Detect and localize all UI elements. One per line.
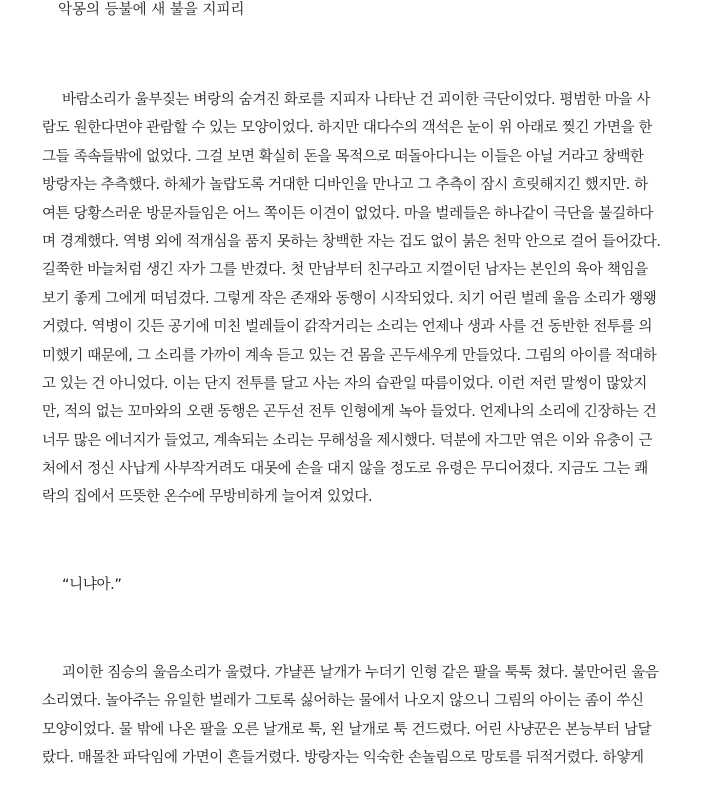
dialogue-paragraph: [42, 571, 702, 599]
text-line: 만, 적의 없는 꼬마와의 오랜 동행은 곤두선 전투 인형에게 녹아 들었다. 언제나의 소리에 긴장하는 건: [42, 404, 657, 421]
text-line: 고 있는 건 아니었다. 이는 단지 전투를 달고 사는 자의 습관일 따름이었다. 이런 저런 말썽이 많았지: [42, 375, 648, 392]
dialogue-line: “니냐아.”: [62, 577, 122, 593]
text-line: 방랑자는 추측했다. 하체가 놀랍도록 거대한 디바인을 만나고 그 추측이 잠시 흐릿해지긴 했지만. 하: [42, 177, 648, 194]
text-line: 처에서 정신 사납게 사부작거려도 대못에 손을 대지 않을 정도로 유령은 무디어졌다. 지금도 그는 쾌: [42, 461, 648, 478]
text-line: 거렸다. 역병이 깃든 공기에 미친 벌레들이 갉작거리는 소리는 언제나 생과 사를 건 동반한 전투를 의: [42, 319, 653, 336]
text-line: 여튼 당황스러운 방문자들임은 어느 쪽이든 이견이 없었다. 마을 벌레들은 하나같이 극단을 불길하다: [42, 205, 654, 222]
text-line: 람도 원한다면야 관람할 수 있는 모양이었다. 하지만 대다수의 객석은 눈이 위 아래로 찢긴 가면을 한: [42, 120, 653, 137]
paragraph: [42, 659, 702, 773]
text-line: 소리였다. 놀아주는 유일한 벌레가 그토록 싫어하는 물에서 나오지 않으니 그림의 아이는 좀이 쑤신: [42, 693, 644, 710]
text-line: 너무 많은 에너지가 들었고, 계속되는 소리는 무해성을 제시했다. 덕분에 자그만 엮은 이와 유충이 근: [42, 432, 653, 449]
text-line: 그들 족속들밖에 없었다. 그걸 보면 확실히 돈을 목적으로 떠돌아다니는 이들은 아닐 거라고 창백한: [42, 148, 644, 165]
chapter-title: 악몽의 등불에 새 불을 지피리: [58, 2, 245, 18]
text-line: 바람소리가 울부짖는 벼랑의 숨겨진 화로를 지피자 나타난 건 괴이한 극단이었다. 평범한 마을 사: [62, 92, 650, 108]
text-line: 며 경계했다. 역병 외에 적개심을 품지 못하는 창백한 자는 겁도 없이 붉은 천막 안으로 걸어 들어갔다.: [42, 233, 661, 250]
text-line: 길쭉한 바늘처럼 생긴 자가 그를 반겼다. 첫 만남부터 친구라고 지껄이던 남자는 본인의 육아 책임을: [42, 262, 648, 279]
text-line: 괴이한 짐승의 울음소리가 울렸다. 갸냘픈 날개가 누더기 인형 같은 팔을 툭툭 쳤다. 불만어린 울음: [62, 665, 659, 681]
text-line: 락의 집에서 뜨뜻한 온수에 무방비하게 늘어져 있었다.: [42, 489, 373, 506]
text-line: 미했기 때문에, 그 소리를 가까이 계속 듣고 있는 건 몸을 곤두세우게 만들었다. 그림의 아이를 적대하: [42, 347, 657, 364]
text-line: 모양이었다. 물 밖에 나온 팔을 오른 날개로 툭, 왼 날개로 툭 건드렸다. 어린 사냥꾼은 본능부터 남달: [42, 721, 652, 738]
paragraph: [42, 86, 702, 512]
text-line: 보기 좋게 그에게 떠넘겼다. 그렇게 작은 존재와 동행이 시작되었다. 치기 어린 벌레 울음 소리가 왱왱: [42, 290, 657, 307]
text-line: 랐다. 매몰찬 파닥임에 가면이 흔들거렸다. 방랑자는 익숙한 손놀림으로 망토를 뒤적거렸다. 하얗게: [42, 750, 644, 767]
